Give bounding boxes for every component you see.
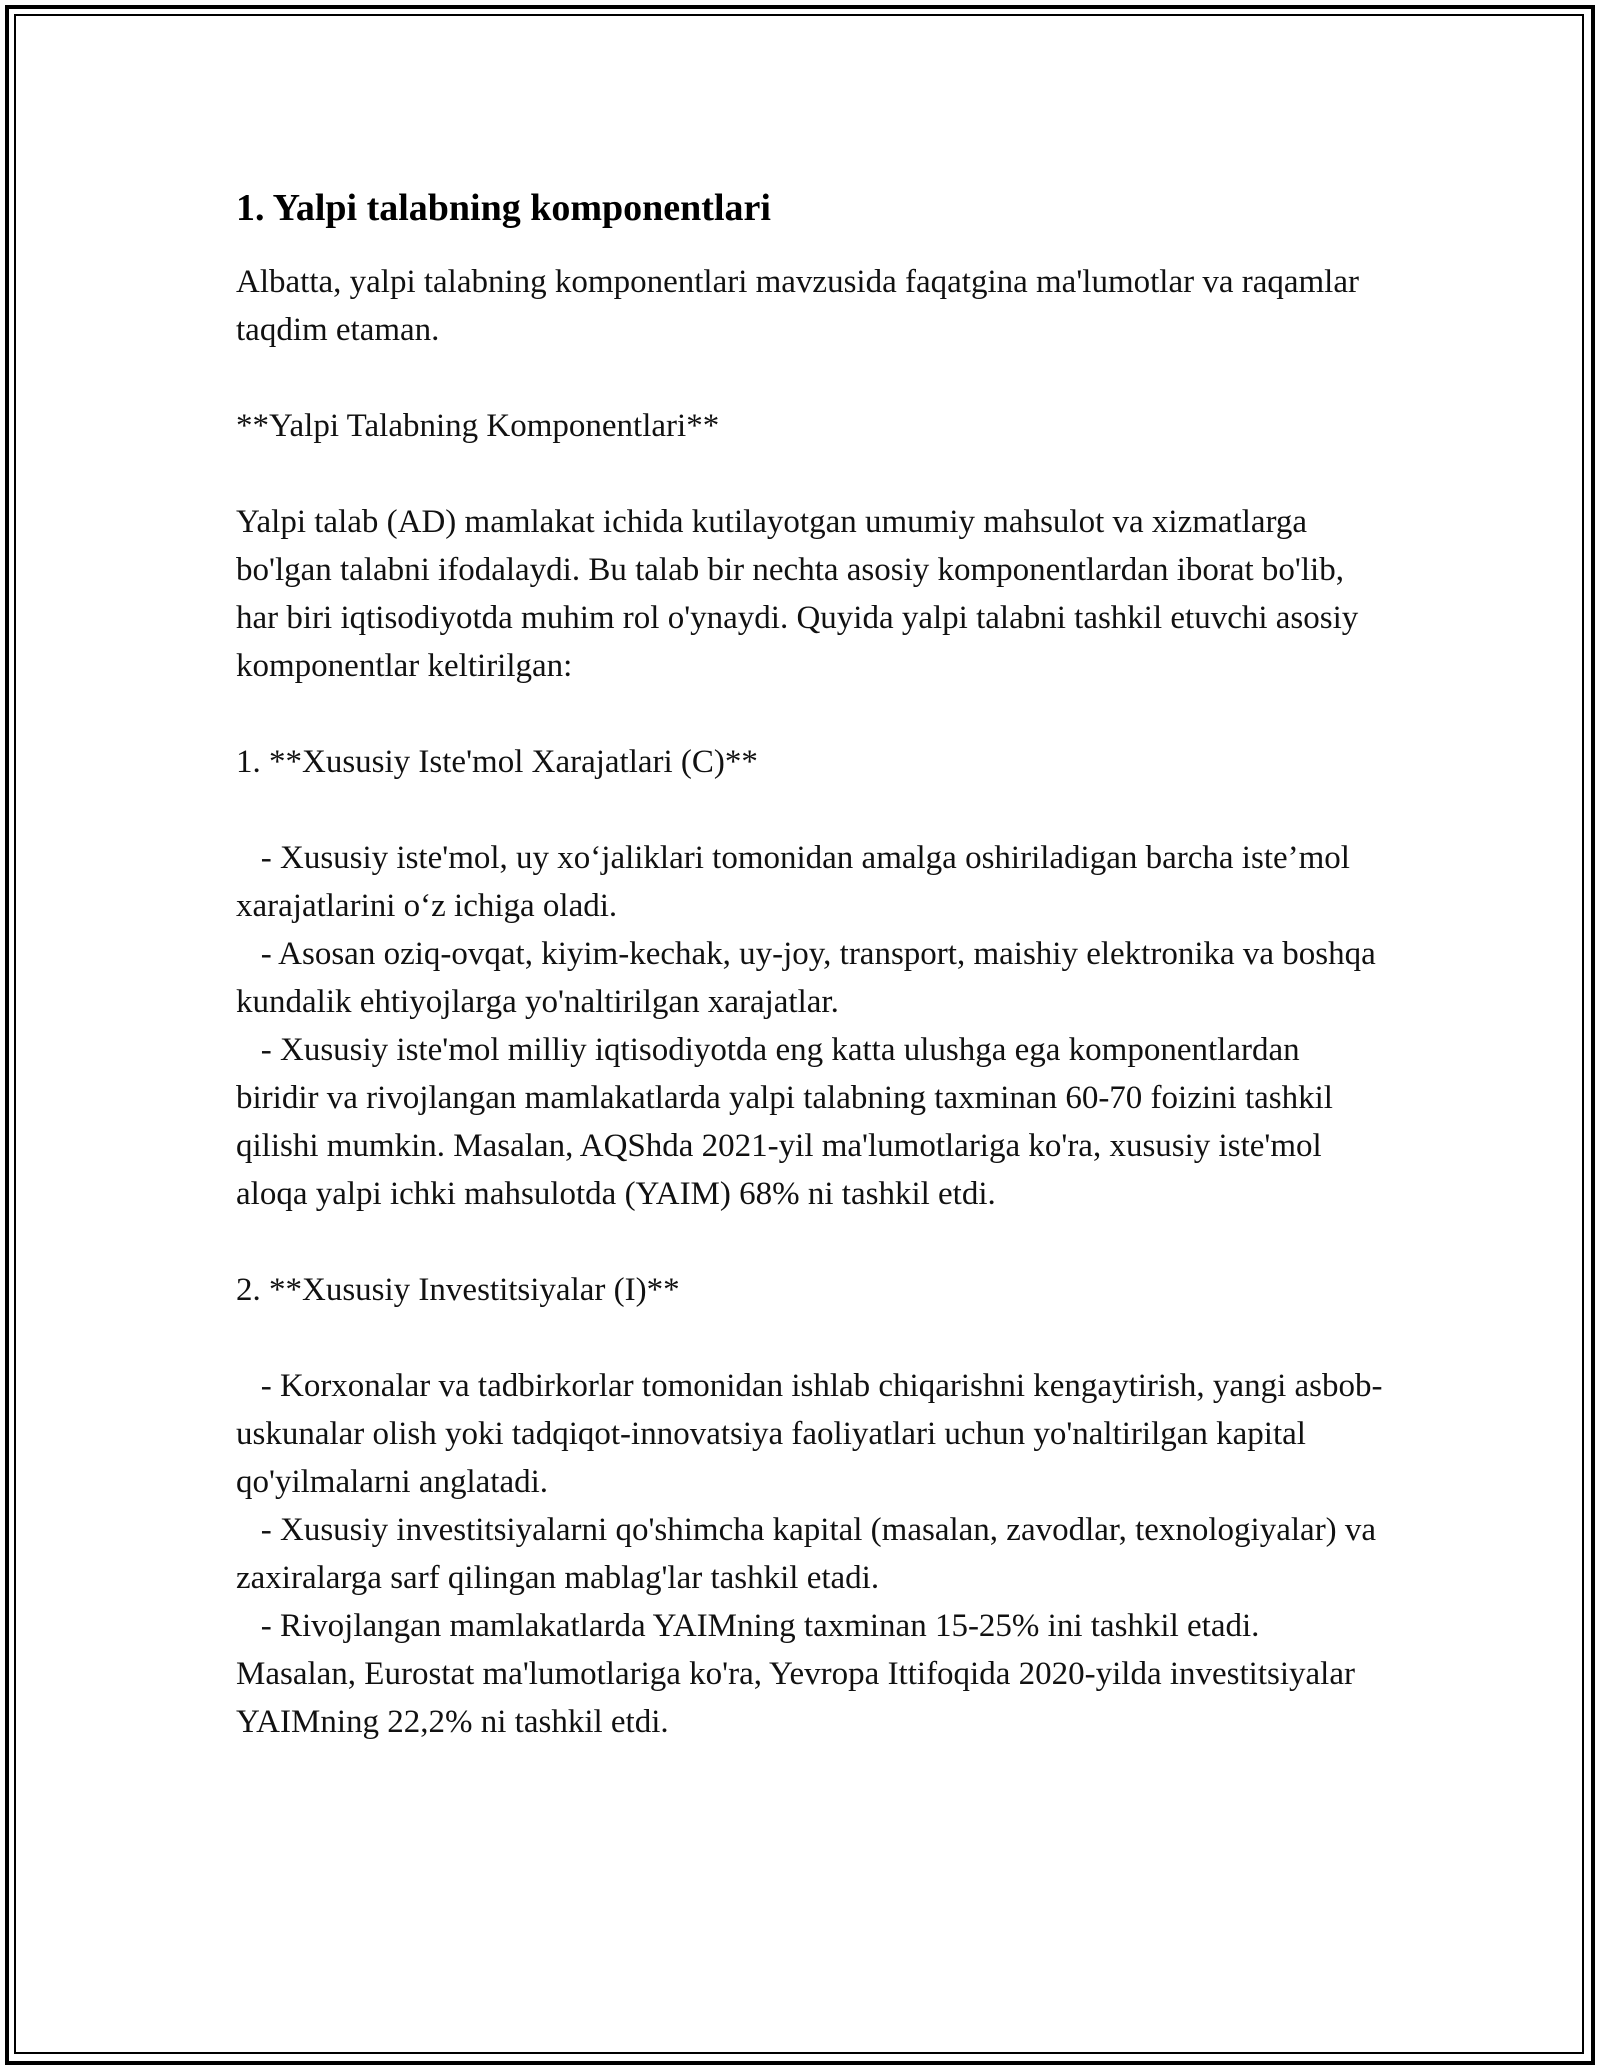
component-title-consumption: 1. **Xususiy Iste'mol Xarajatlari (C)** xyxy=(236,744,758,780)
component-title-investment: 2. **Xususiy Investitsiyalar (I)** xyxy=(236,1272,680,1308)
bullet-item: - Korxonalar va tadbirkorlar tomonidan ishlab chiqarishni kengaytirish, yangi asbob-uskunalar olish yoki tadqiqot-innovatsiya faoliyatlari uchun yo'naltirilgan kapital qo'yilmalarni anglatadi. xyxy=(236,1368,1383,1500)
bullet-item: - Xususiy investitsiyalarni qo'shimcha kapital (masalan, zavodlar, texnologiyalar) va zaxiralarga sarf qilingan mablag'lar tashkil etadi. xyxy=(236,1512,1385,1596)
bullet-item: - Xususiy iste'mol, uy xo‘jaliklari tomonidan amalga oshiriladigan barcha iste’mol xarajatlarini o‘z ichiga oladi. xyxy=(236,840,1359,924)
spacer xyxy=(236,1314,1386,1362)
bullet-item: - Rivojlangan mamlakatlarda YAIMning taxminan 15-25% ini tashkil etadi. Masalan, Eurostat ma'lumotlariga ko'ra, Yevropa Ittifoqida 2020-yilda investitsiyalar YAIMning 22,2% ni tashkil etdi. xyxy=(236,1608,1363,1740)
subtitle-line: **Yalpi Talabning Komponentlari** xyxy=(236,408,720,444)
intro-paragraph: Albatta, yalpi talabning komponentlari mavzusida faqatgina ma'lumotlar va raqamlar taqdim etaman. xyxy=(236,264,1368,348)
spacer xyxy=(236,1218,1386,1266)
bullet-item: - Asosan oziq-ovqat, kiyim-kechak, uy-joy, transport, maishiy elektronika va boshqa kundalik ehtiyojlarga yo'naltirilgan xarajatlar. xyxy=(236,936,1385,1020)
section-heading: 1. Yalpi talabning komponentlari xyxy=(236,187,771,229)
spacer xyxy=(236,786,1386,834)
definition-paragraph: Yalpi talab (AD) mamlakat ichida kutilayotgan umumiy mahsulot va xizmatlarga bo'lgan talabni ifodalaydi. Bu talab bir nechta asosiy komponentlardan iborat bo'lib, har biri iqtisodiyotda muhim rol o'ynaydi. Quyida yalpi talabni tashkil etuvchi asosiy komponentlar keltirilgan: xyxy=(236,504,1367,684)
bullet-item: - Xususiy iste'mol milliy iqtisodiyotda eng katta ulushga ega komponentlardan biridir va rivojlangan mamlakatlarda yalpi talabning taxminan 60-70 foizini tashkil qilishi mumkin. Masalan, AQShda 2021-yil ma'lumotlariga ko'ra, xususiy iste'mol aloqa yalpi ichki mahsulotda (YAIM) 68% ni tashkil etdi. xyxy=(236,1032,1342,1212)
spacer xyxy=(236,354,1386,402)
spacer xyxy=(236,450,1386,498)
spacer xyxy=(236,690,1386,738)
document-body xyxy=(236,184,1386,1746)
